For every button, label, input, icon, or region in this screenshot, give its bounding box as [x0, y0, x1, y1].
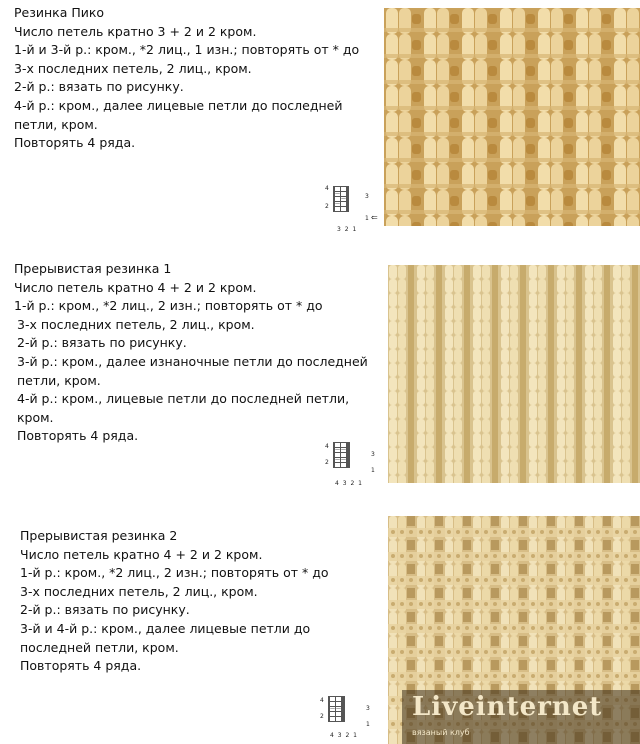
arrow-left-icon: ⇐: [371, 213, 378, 222]
chart-row-number: 3: [371, 451, 375, 458]
chart-row-number: 1: [366, 721, 370, 728]
site-watermark: [402, 690, 640, 744]
instruction-line: 3-й и 4-й р.: кром., далее лицевые петли до: [20, 620, 311, 636]
pattern-title: Прерывистая резинка 1: [14, 261, 172, 276]
instruction-line: 3-х последних петель, 2 лиц., кром.: [20, 583, 258, 599]
instruction-line: 4-й р.: кром., далее лицевые петли до последней: [14, 97, 343, 113]
chart-row-number: 2: [325, 459, 329, 466]
pattern-text-3: [20, 527, 329, 676]
knit-swatch-photo-2: [388, 265, 640, 483]
instruction-line: Повторять 4 ряда.: [20, 658, 142, 674]
instruction-line: Повторять 4 ряда.: [17, 428, 139, 444]
chart-row-number: 1: [371, 467, 375, 474]
instruction-line: 2-й р.: вязать по рисунку.: [20, 602, 190, 618]
instruction-line: 1-й и 3-й р.: кром., *2 лиц., 1 изн.; повторять от * до: [14, 42, 360, 58]
instruction-line: кром.: [17, 409, 54, 425]
instruction-line: последней петли, кром.: [20, 639, 179, 655]
pattern-title: Резинка Пико: [14, 5, 105, 20]
chart-row-number: 4: [320, 697, 324, 704]
instruction-line: 3-х последних петель, 2 лиц., кром.: [14, 60, 252, 76]
instruction-line: петли, кром.: [17, 372, 101, 388]
knit-swatch-photo-1: [384, 8, 640, 226]
pattern-title: Прерывистая резинка 2: [20, 528, 178, 543]
chart-grid: — — — —: [333, 442, 350, 468]
chart-row-number: 4: [325, 443, 329, 450]
instruction-line: Повторять 4 ряда.: [14, 135, 136, 151]
instruction-line: Число петель кратно 4 + 2 и 2 кром.: [20, 546, 263, 562]
chart-row-number: 2: [320, 713, 324, 720]
instruction-line: 2-й р.: вязать по рисунку.: [17, 335, 187, 351]
instruction-line: 2-й р.: вязать по рисунку.: [14, 79, 184, 95]
chart-row-number: 2: [325, 203, 329, 210]
instruction-line: Число петель кратно 3 + 2 и 2 кром.: [14, 23, 257, 39]
instruction-line: Число петель кратно 4 + 2 и 2 кром.: [14, 279, 257, 295]
watermark-subtitle: вязаный клуб: [412, 728, 470, 737]
chart-column-numbers: 4 3 2 1: [330, 732, 358, 739]
instruction-line: 1-й р.: кром., *2 лиц., 2 изн.; повторять от * до: [14, 298, 323, 314]
chart-grid: — —: [328, 696, 345, 722]
chart-row-number: 3: [365, 193, 369, 200]
instruction-line: 4-й р.: кром., лицевые петли до последней петли,: [17, 391, 350, 407]
pattern-text-2: [14, 260, 368, 446]
pattern-text-1: [14, 4, 359, 153]
watermark-title: Liveinternet: [412, 692, 603, 722]
chart-row-number: 4: [325, 185, 329, 192]
instruction-line: петли, кром.: [14, 116, 98, 132]
chart-column-numbers: 4 3 2 1: [335, 480, 363, 487]
instruction-line: 3-й р.: кром., далее изнаночные петли до последней: [17, 353, 368, 369]
chart-grid: — — —: [333, 186, 349, 212]
chart-column-numbers: 3 2 1: [337, 226, 358, 233]
chart-row-number: 1: [365, 215, 369, 222]
chart-row-number: 3: [366, 705, 370, 712]
instruction-line: 3-х последних петель, 2 лиц., кром.: [17, 316, 255, 332]
instruction-line: 1-й р.: кром., *2 лиц., 2 изн.; повторять от * до: [20, 565, 329, 581]
